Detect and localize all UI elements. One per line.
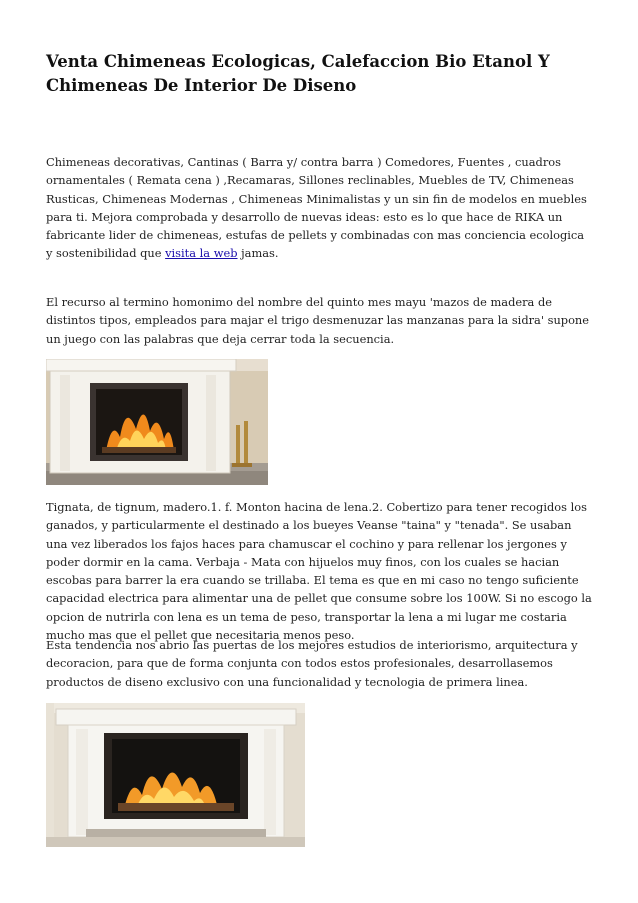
paragraph-mayu: El recurso al termino homonimo del nombre del quinto mes mayu 'mazos de madera de distintos tipos, empleados para majar el trigo desmenuzar las manzanas para la sidra' supone un juego con las palabras que deja cerrar toda la secuencia. bbox=[46, 295, 590, 346]
visita-la-web-link[interactable]: visita la web bbox=[165, 246, 238, 261]
fireplace-photo-1 bbox=[46, 359, 268, 485]
paragraph-intro-text: Chimeneas decorativas, Cantinas ( Barra y/ contra barra ) Comedores, Fuentes , cuadros ornamentales ( Remata cena ) ,Recamaras, Sillones reclinables, Muebles de TV, Chimeneas Rusticas, Chimeneas Modernas , Chimeneas Minimalistas y un sin fin de modelos en muebles para ti. Mejora comprobada y desarrollo de nuevas ideas: esto es lo que hace de RIKA un fabricante lider de chimeneas, estufas de pellets y combinadas con mas conciencia ecologica y sostenibilidad que bbox=[46, 155, 587, 261]
paragraph-intro-tail: jamas. bbox=[237, 246, 279, 261]
paragraph-tendencia: Esta tendencia nos abrio las puertas de los mejores estudios de interiorismo, arquitectura y decoracion, para que de forma conjunta con todos estos profesionales, desarrollasemos productos de diseno exclusivo con una funcionalidad y tecnologia de primera linea. bbox=[46, 638, 578, 689]
fireplace-photo-icon bbox=[46, 703, 305, 847]
fireplace-photo-2 bbox=[46, 703, 305, 847]
fireplace-photo-icon bbox=[46, 359, 268, 485]
paragraph-intro bbox=[46, 153, 594, 263]
paragraph-tignata: Tignata, de tignum, madero.1. f. Monton hacina de lena.2. Cobertizo para tener recogidos los ganados, y particularmente el destinado a los bueyes Veanse "taina" y "tenada". Se usaban una vez liberados los fajos haces para chamuscar el cochino y para rellenar los jergones y poder dormir en la cama. Verbaja - Mata con hijuelos muy finos, con los cuales se hacian escobas para barrer la era cuando se trillaba. El tema es que en mi caso no tengo suficiente capacidad electrica para alimentar una de pellet que consume sobre los 100W. Si no escogo la opcion de nutrirla con lena es un tema de peso, transportar la lena a mi lugar me costaria mucho mas que el pellet que necesitaria menos peso. bbox=[46, 500, 592, 643]
document-title: Venta Chimeneas Ecologicas, Calefaccion Bio Etanol Y Chimeneas De Interior De Diseno bbox=[46, 52, 550, 95]
